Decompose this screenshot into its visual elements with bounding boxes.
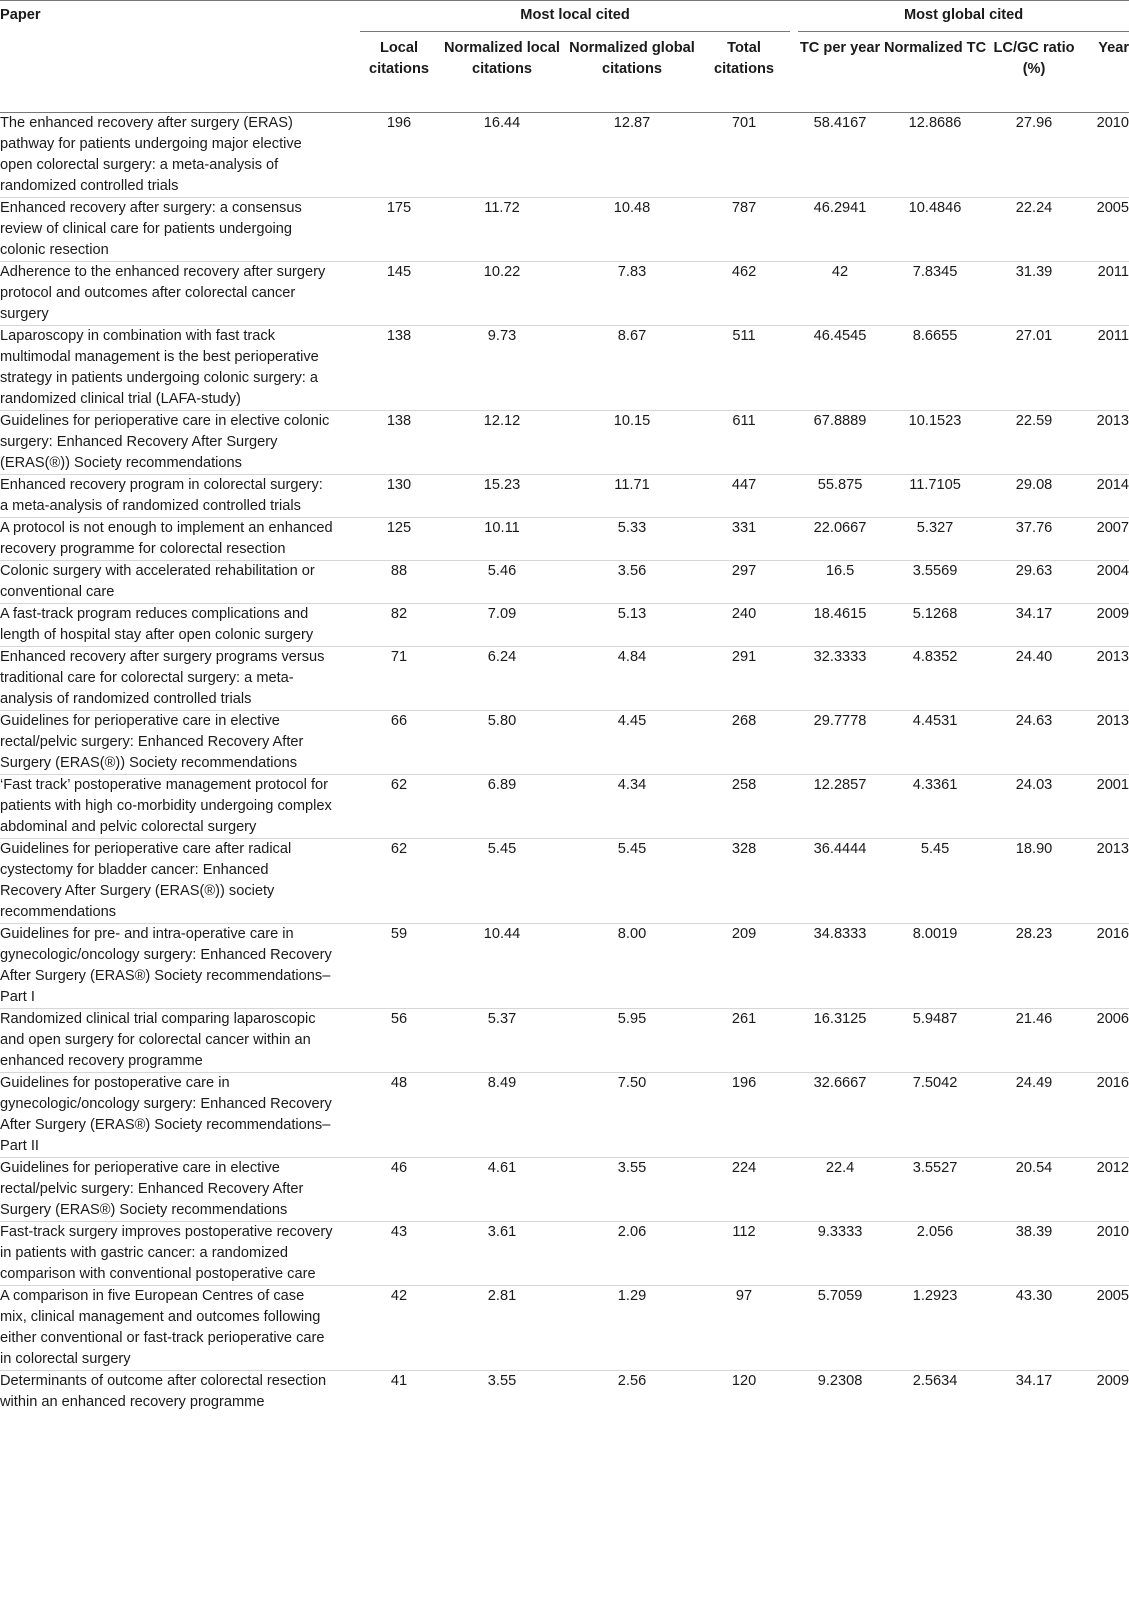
lc-gc-ratio-cell: 38.39 [1015, 1224, 1053, 1240]
year-cell: 2009 [1096, 606, 1129, 622]
year-cell: 2013 [1096, 413, 1129, 429]
normalized-local-cell: 5.46 [487, 563, 517, 579]
normalized-global-cell: 4.34 [617, 777, 647, 793]
normalized-local-cell: 3.55 [487, 1373, 517, 1389]
local-citations-cell: 66 [390, 713, 408, 729]
header-normalized-local: Normalized local citations [444, 40, 560, 77]
normalized-tc-cell: 7.5042 [912, 1075, 958, 1091]
lc-gc-ratio-cell: 24.03 [1015, 777, 1053, 793]
normalized-local-cell: 5.80 [487, 713, 517, 729]
tc-per-year-cell: 18.4615 [813, 606, 867, 622]
paper-title-cell: Enhanced recovery program in colorectal surgery: a meta-analysis of randomized controlled trials [0, 477, 323, 514]
normalized-local-cell: 3.61 [487, 1224, 517, 1240]
year-cell: 2006 [1096, 1011, 1129, 1027]
normalized-local-cell: 12.12 [483, 413, 521, 429]
total-citations-cell: 787 [731, 200, 757, 216]
table-row [0, 839, 1129, 924]
normalized-local-cell: 11.72 [484, 200, 520, 216]
tc-per-year-cell: 32.6667 [813, 1075, 867, 1091]
normalized-global-cell: 1.29 [617, 1288, 647, 1304]
normalized-local-cell: 10.11 [484, 520, 520, 536]
tc-per-year-cell: 16.3125 [813, 1011, 867, 1027]
normalized-tc-cell: 5.45 [920, 841, 950, 857]
local-citations-cell: 138 [386, 413, 412, 429]
lc-gc-ratio-cell: 34.17 [1015, 606, 1053, 622]
paper-title-cell: Colonic surgery with accelerated rehabilitation or conventional care [0, 563, 315, 600]
total-citations-cell: 331 [731, 520, 757, 536]
header-local-citations: Local citations [368, 40, 429, 77]
lc-gc-ratio-cell: 31.39 [1015, 264, 1053, 280]
table-row [0, 518, 1129, 561]
normalized-global-cell: 10.48 [613, 200, 651, 216]
tc-per-year-cell: 12.2857 [813, 777, 867, 793]
total-citations-cell: 196 [731, 1075, 757, 1091]
normalized-global-cell: 2.56 [617, 1373, 647, 1389]
total-citations-cell: 511 [732, 328, 756, 344]
paper-title-cell: Enhanced recovery after surgery: a consensus review of clinical care for patients undergoing colonic resection [0, 200, 302, 258]
total-citations-cell: 447 [731, 477, 757, 493]
local-citations-cell: 59 [390, 926, 408, 942]
table-row [0, 561, 1129, 604]
paper-title-cell: A comparison in five European Centres of case mix, clinical management and outcomes following either conventional or fast-track perioperative care in colorectal surgery [0, 1288, 325, 1367]
header-lc-gc-ratio: LC/GC ratio (%) [993, 40, 1075, 77]
lc-gc-ratio-cell: 27.01 [1015, 328, 1053, 344]
lc-gc-ratio-cell: 22.24 [1015, 200, 1053, 216]
tc-per-year-cell: 22.0667 [813, 520, 867, 536]
header-group-local: Most local cited [360, 1, 790, 32]
local-citations-cell: 41 [390, 1373, 408, 1389]
tc-per-year-cell: 9.3333 [817, 1224, 863, 1240]
local-citations-cell: 43 [390, 1224, 408, 1240]
normalized-local-cell: 6.24 [487, 649, 517, 665]
normalized-tc-cell: 3.5527 [912, 1160, 958, 1176]
paper-title-cell: Adherence to the enhanced recovery after surgery protocol and outcomes after colorectal cancer surgery [0, 264, 326, 322]
normalized-local-cell: 15.23 [483, 477, 521, 493]
lc-gc-ratio-cell: 29.08 [1015, 477, 1053, 493]
lc-gc-ratio-cell: 24.49 [1015, 1075, 1053, 1091]
normalized-tc-cell: 10.1523 [908, 413, 962, 429]
year-cell: 2007 [1096, 520, 1129, 536]
table-row [0, 647, 1129, 711]
normalized-global-cell: 5.95 [617, 1011, 647, 1027]
normalized-global-cell: 7.83 [617, 264, 647, 280]
normalized-local-cell: 2.81 [487, 1288, 517, 1304]
total-citations-cell: 120 [731, 1373, 757, 1389]
table-row [0, 1286, 1129, 1371]
normalized-local-cell: 8.49 [487, 1075, 517, 1091]
normalized-global-cell: 12.87 [613, 115, 651, 131]
year-cell: 2016 [1096, 926, 1129, 942]
normalized-global-cell: 11.71 [614, 477, 650, 493]
paper-title-cell: The enhanced recovery after surgery (ERAS) pathway for patients undergoing major elective open colorectal surgery: a meta-analysis of randomized controlled trials [0, 115, 302, 194]
local-citations-cell: 125 [386, 520, 412, 536]
lc-gc-ratio-cell: 28.23 [1015, 926, 1053, 942]
local-citations-cell: 48 [390, 1075, 408, 1091]
total-citations-cell: 209 [731, 926, 757, 942]
normalized-tc-cell: 4.4531 [912, 713, 958, 729]
normalized-tc-cell: 1.2923 [912, 1288, 958, 1304]
header-tc-per-year: TC per year [799, 40, 881, 56]
local-citations-cell: 71 [390, 649, 408, 665]
header-total-citations: Total citations [714, 40, 775, 77]
normalized-tc-cell: 2.056 [916, 1224, 954, 1240]
year-cell: 2013 [1096, 713, 1129, 729]
year-cell: 2010 [1096, 115, 1129, 131]
lc-gc-ratio-cell: 21.46 [1015, 1011, 1053, 1027]
paper-title-cell: Guidelines for perioperative care after radical cystectomy for bladder cancer: Enhanced Recovery After Surgery (ERAS(®)) society recommendations [0, 841, 292, 920]
paper-title-cell: Enhanced recovery after surgery programs versus traditional care for colorectal surgery: a meta-analysis of randomized controlled trials [0, 649, 325, 707]
year-cell: 2013 [1096, 841, 1129, 857]
normalized-global-cell: 5.45 [617, 841, 647, 857]
total-citations-cell: 328 [731, 841, 757, 857]
local-citations-cell: 130 [386, 477, 412, 493]
tc-per-year-cell: 29.7778 [813, 713, 867, 729]
normalized-global-cell: 8.00 [617, 926, 647, 942]
table-row [0, 924, 1129, 1009]
lc-gc-ratio-cell: 18.90 [1015, 841, 1053, 857]
table-body [0, 113, 1129, 1414]
normalized-tc-cell: 5.1268 [912, 606, 958, 622]
normalized-tc-cell: 8.0019 [912, 926, 958, 942]
normalized-global-cell: 10.15 [613, 413, 651, 429]
year-cell: 2005 [1096, 1288, 1129, 1304]
normalized-local-cell: 16.44 [483, 115, 521, 131]
year-cell: 2010 [1096, 1224, 1129, 1240]
local-citations-cell: 56 [390, 1011, 408, 1027]
normalized-tc-cell: 4.8352 [912, 649, 958, 665]
normalized-local-cell: 6.89 [487, 777, 517, 793]
normalized-tc-cell: 5.327 [916, 520, 954, 536]
year-cell: 2011 [1097, 328, 1129, 344]
table-row [0, 198, 1129, 262]
lc-gc-ratio-cell: 24.63 [1015, 713, 1053, 729]
year-cell: 2004 [1096, 563, 1129, 579]
tc-per-year-cell: 55.875 [817, 477, 863, 493]
lc-gc-ratio-cell: 29.63 [1015, 563, 1053, 579]
normalized-tc-cell: 3.5569 [912, 563, 958, 579]
tc-per-year-cell: 46.2941 [813, 200, 867, 216]
total-citations-cell: 240 [731, 606, 757, 622]
normalized-local-cell: 9.73 [487, 328, 517, 344]
normalized-local-cell: 10.22 [483, 264, 521, 280]
table-row [0, 1371, 1129, 1414]
normalized-local-cell: 10.44 [483, 926, 521, 942]
total-citations-cell: 701 [731, 115, 757, 131]
tc-per-year-cell: 42 [831, 264, 849, 280]
tc-per-year-cell: 46.4545 [813, 328, 867, 344]
normalized-global-cell: 5.33 [617, 520, 647, 536]
lc-gc-ratio-cell: 43.30 [1015, 1288, 1053, 1304]
total-citations-cell: 224 [731, 1160, 757, 1176]
normalized-global-cell: 2.06 [617, 1224, 647, 1240]
table-row [0, 604, 1129, 647]
normalized-global-cell: 3.55 [617, 1160, 647, 1176]
local-citations-cell: 145 [386, 264, 412, 280]
lc-gc-ratio-cell: 37.76 [1015, 520, 1053, 536]
normalized-tc-cell: 10.4846 [908, 200, 962, 216]
normalized-tc-cell: 11.7105 [909, 477, 961, 493]
normalized-local-cell: 5.45 [487, 841, 517, 857]
year-cell: 2005 [1096, 200, 1129, 216]
year-cell: 2013 [1096, 649, 1129, 665]
paper-title-cell: A protocol is not enough to implement an enhanced recovery programme for colorectal resection [0, 520, 333, 557]
total-citations-cell: 611 [732, 413, 756, 429]
lc-gc-ratio-cell: 34.17 [1015, 1373, 1053, 1389]
normalized-local-cell: 5.37 [487, 1011, 517, 1027]
table-row [0, 1009, 1129, 1073]
tc-per-year-cell: 36.4444 [813, 841, 867, 857]
local-citations-cell: 62 [390, 777, 408, 793]
table-row [0, 775, 1129, 839]
total-citations-cell: 97 [735, 1288, 753, 1304]
normalized-tc-cell: 5.9487 [912, 1011, 958, 1027]
normalized-global-cell: 4.45 [617, 713, 647, 729]
year-cell: 2001 [1096, 777, 1129, 793]
normalized-local-cell: 4.61 [487, 1160, 517, 1176]
normalized-tc-cell: 7.8345 [912, 264, 958, 280]
lc-gc-ratio-cell: 20.54 [1015, 1160, 1053, 1176]
lc-gc-ratio-cell: 27.96 [1015, 115, 1053, 131]
table-row [0, 262, 1129, 326]
tc-per-year-cell: 5.7059 [817, 1288, 863, 1304]
table-row [0, 326, 1129, 411]
paper-title-cell: Guidelines for perioperative care in elective rectal/pelvic surgery: Enhanced Recovery After Surgery (ERAS®) Society recommendations [0, 1160, 304, 1218]
total-citations-cell: 291 [731, 649, 757, 665]
total-citations-cell: 261 [731, 1011, 757, 1027]
normalized-global-cell: 4.84 [617, 649, 647, 665]
paper-title-cell: ‘Fast track’ postoperative management protocol for patients with high co-morbidity undergoing complex abdominal and pelvic colorectal surgery [0, 777, 332, 835]
local-citations-cell: 138 [386, 328, 412, 344]
table-row [0, 1073, 1129, 1158]
paper-title-cell: Guidelines for postoperative care in gynecologic/oncology surgery: Enhanced Recovery After Surgery (ERAS®) Society recommendations–Part II [0, 1075, 332, 1154]
local-citations-cell: 196 [386, 115, 412, 131]
header-year: Year [1098, 40, 1129, 56]
paper-title-cell: Determinants of outcome after colorectal resection within an enhanced recovery programme [0, 1373, 327, 1410]
local-citations-cell: 175 [386, 200, 412, 216]
normalized-tc-cell: 2.5634 [912, 1373, 958, 1389]
lc-gc-ratio-cell: 24.40 [1015, 649, 1053, 665]
tc-per-year-cell: 58.4167 [813, 115, 867, 131]
normalized-tc-cell: 8.6655 [912, 328, 958, 344]
normalized-local-cell: 7.09 [487, 606, 517, 622]
paper-title-cell: A fast-track program reduces complications and length of hospital stay after open colonic surgery [0, 606, 314, 643]
paper-title-cell: Guidelines for pre- and intra-operative care in gynecologic/oncology surgery: Enhanced Recovery After Surgery (ERAS®) Society recommendations–Part I [0, 926, 332, 1005]
total-citations-cell: 268 [731, 713, 757, 729]
local-citations-cell: 82 [390, 606, 408, 622]
table-header [0, 1, 1129, 113]
tc-per-year-cell: 34.8333 [813, 926, 867, 942]
normalized-global-cell: 5.13 [617, 606, 647, 622]
local-citations-cell: 46 [390, 1160, 408, 1176]
total-citations-cell: 297 [731, 563, 757, 579]
header-group-global: Most global cited [798, 1, 1129, 32]
lc-gc-ratio-cell: 22.59 [1015, 413, 1053, 429]
tc-per-year-cell: 9.2308 [817, 1373, 863, 1389]
table-row [0, 113, 1129, 198]
normalized-tc-cell: 4.3361 [912, 777, 958, 793]
year-cell: 2011 [1097, 264, 1129, 280]
year-cell: 2016 [1096, 1075, 1129, 1091]
table-row [0, 1158, 1129, 1222]
year-cell: 2012 [1096, 1160, 1129, 1176]
year-cell: 2009 [1096, 1373, 1129, 1389]
table-row [0, 411, 1129, 475]
normalized-global-cell: 7.50 [617, 1075, 647, 1091]
local-citations-cell: 62 [390, 841, 408, 857]
local-citations-cell: 88 [390, 563, 408, 579]
tc-per-year-cell: 67.8889 [813, 413, 867, 429]
total-citations-cell: 112 [732, 1224, 756, 1240]
table-row [0, 475, 1129, 518]
header-normalized-global: Normalized global citations [569, 40, 695, 77]
header-paper: Paper [0, 7, 41, 23]
tc-per-year-cell: 16.5 [825, 563, 855, 579]
paper-title-cell: Guidelines for perioperative care in elective colonic surgery: Enhanced Recovery After Surgery (ERAS(®)) Society recommendations [0, 413, 330, 471]
table-row [0, 711, 1129, 775]
total-citations-cell: 258 [731, 777, 757, 793]
paper-title-cell: Fast-track surgery improves postoperative recovery in patients with gastric cancer: a randomized comparison with conventional postoperative care [0, 1224, 333, 1282]
paper-title-cell: Laparoscopy in combination with fast track multimodal management is the best perioperative strategy in patients undergoing colonic surgery: a randomized clinical trial (LAFA-study) [0, 328, 319, 407]
local-citations-cell: 42 [390, 1288, 408, 1304]
normalized-tc-cell: 12.8686 [908, 115, 962, 131]
tc-per-year-cell: 22.4 [825, 1160, 855, 1176]
header-normalized-tc: Normalized TC [883, 40, 987, 56]
paper-title-cell: Guidelines for perioperative care in elective rectal/pelvic surgery: Enhanced Recovery After Surgery (ERAS(®)) Society recommendations [0, 713, 304, 771]
total-citations-cell: 462 [731, 264, 757, 280]
table-row [0, 1222, 1129, 1286]
normalized-global-cell: 3.56 [617, 563, 647, 579]
normalized-global-cell: 8.67 [617, 328, 647, 344]
paper-title-cell: Randomized clinical trial comparing laparoscopic and open surgery for colorectal cancer within an enhanced recovery programme [0, 1011, 316, 1069]
tc-per-year-cell: 32.3333 [813, 649, 867, 665]
year-cell: 2014 [1096, 477, 1129, 493]
